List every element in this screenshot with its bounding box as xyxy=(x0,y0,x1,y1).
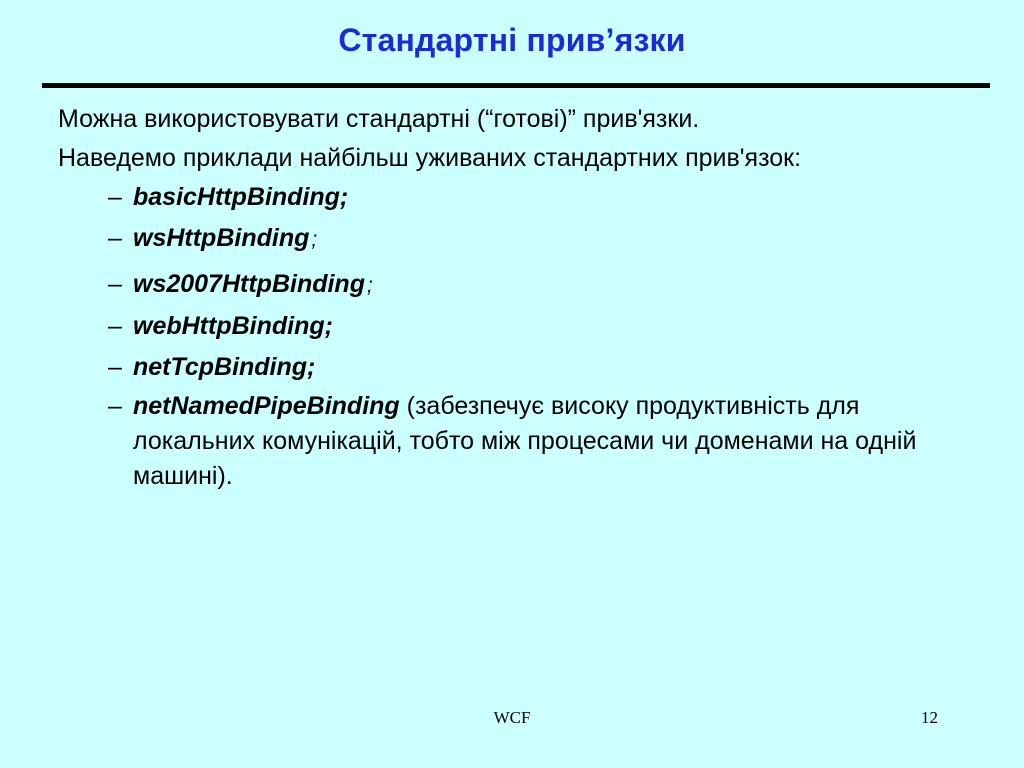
slide-body xyxy=(58,100,988,494)
binding-suffix: ; xyxy=(311,228,318,251)
list-item xyxy=(58,178,988,217)
binding-description: (забезпечує високу продуктивність для локальних комунікацій, тобто між процесами чи доменами на одній машині). xyxy=(133,392,917,490)
slide-title: Стандартні прив’язки xyxy=(338,22,686,58)
list-item xyxy=(58,307,988,346)
binding-name: webHttpBinding; xyxy=(133,312,333,340)
list-item xyxy=(58,265,988,305)
binding-list xyxy=(58,178,988,494)
binding-suffix: ; xyxy=(366,274,373,297)
binding-name: netNamedPipeBinding xyxy=(133,392,400,420)
dash-bullet: – xyxy=(108,353,122,381)
binding-name: netTcpBinding; xyxy=(133,353,316,381)
dash-bullet: – xyxy=(108,270,122,298)
list-item xyxy=(58,389,988,494)
dash-bullet: – xyxy=(108,224,122,252)
dash-bullet: – xyxy=(108,312,122,340)
footer-label: WCF xyxy=(493,708,531,727)
binding-name: basicHttpBinding; xyxy=(133,183,349,211)
title-underline xyxy=(42,83,990,88)
dash-bullet: – xyxy=(108,392,122,420)
intro-paragraph-2: Наведемо приклади найбільш уживаних стандартних прив'язок: xyxy=(58,144,802,172)
intro-paragraph-1: Можна використовувати стандартні (“готові)” прив'язки. xyxy=(58,105,700,133)
binding-name: wsHttpBinding xyxy=(133,224,310,252)
dash-bullet: – xyxy=(108,183,122,211)
page-number: 12 xyxy=(921,708,938,727)
list-item xyxy=(58,348,988,387)
binding-name: ws2007HttpBinding xyxy=(133,270,365,298)
list-item xyxy=(58,219,988,259)
